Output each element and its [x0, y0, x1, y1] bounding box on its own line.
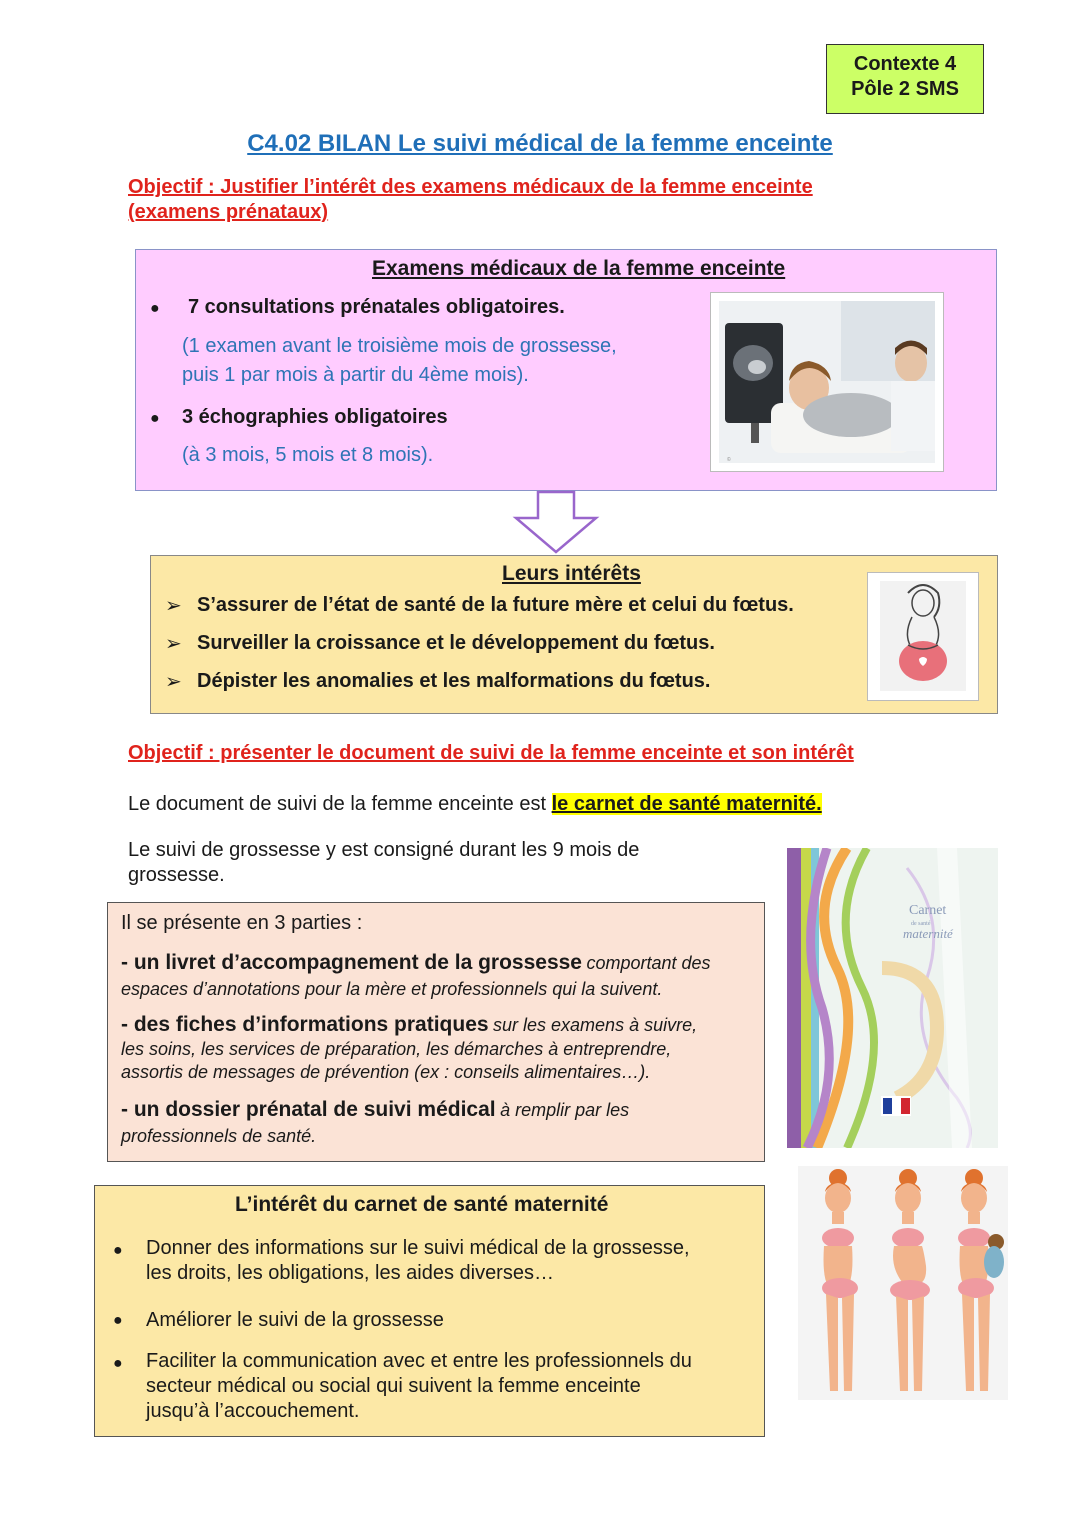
part-2-desc-2: les soins, les services de préparation, les démarches à entreprendre, — [121, 1039, 672, 1059]
svg-text:©: © — [727, 457, 731, 463]
bullet-dot-icon: ● — [150, 410, 160, 427]
part-2-desc-3: assortis de messages de prévention (ex : conseils alimentaires…). — [121, 1062, 651, 1082]
carnet-cover-image — [787, 848, 998, 1148]
parts-box — [107, 902, 765, 1162]
exam-item1-detail-line1: (1 examen avant le troisième mois de grossesse, — [182, 335, 617, 357]
exam-item1-detail-line2: puis 1 par mois à partir du 4ème mois). — [182, 364, 529, 386]
interest-item-3: Dépister les anomalies et les malformations du fœtus. — [197, 670, 711, 692]
woman-figure-2 — [890, 1169, 930, 1391]
interests-heading: Leurs intérêts — [502, 562, 641, 585]
interest-item-1: S’assurer de l’état de santé de la future mère et celui du fœtus. — [197, 594, 794, 616]
part-1 — [121, 951, 711, 1001]
bullet-dot-icon: ● — [150, 300, 160, 317]
carnet-cover-word: maternité — [903, 926, 953, 941]
interest-carnet-item-3-line3: jusqu’à l’accouchement. — [146, 1400, 360, 1422]
carnet-highlight: le carnet de santé maternité. — [551, 793, 822, 815]
arrow-bullet-icon: ➢ — [165, 595, 182, 617]
pregnant-woman-illustration — [867, 572, 979, 701]
part-1-desc-1: comportant des — [586, 953, 711, 973]
interests-box — [150, 555, 998, 714]
exam-item2-detail: (à 3 mois, 5 mois et 8 mois). — [182, 444, 434, 466]
document-sentence-prefix: Le document de suivi de la femme enceinte est — [128, 793, 547, 815]
interest-item-2: Surveiller la croissance et le développement du fœtus. — [197, 632, 715, 654]
pregnancy-stages-illustration — [798, 1166, 1008, 1400]
document-sentence — [128, 790, 822, 818]
interest-carnet-item-2: Améliorer le suivi de la grossesse — [146, 1309, 444, 1331]
parts-intro: Il se présente en 3 parties : — [121, 912, 363, 934]
interest-carnet-item-3-line2: secteur médical ou social qui suivent la femme enceinte — [146, 1375, 641, 1397]
part-2-title: - des fiches d’informations pratiques — [121, 1013, 489, 1036]
bullet-dot-icon: ● — [113, 1242, 123, 1259]
woman-figure-1 — [822, 1169, 858, 1391]
part-2-desc-1: sur les examens à suivre, — [493, 1015, 698, 1035]
context-line2: Pôle 2 SMS — [851, 78, 959, 100]
page-title: C4.02 BILAN Le suivi médical de la femme enceinte — [247, 130, 833, 157]
context-line1: Contexte 4 — [853, 53, 957, 75]
interest-carnet-heading: L’intérêt du carnet de santé maternité — [235, 1193, 609, 1216]
part-3-desc-1: à remplir par les — [500, 1100, 630, 1120]
exams-heading: Examens médicaux de la femme enceinte — [372, 257, 786, 280]
part-1-desc-2: espaces d’annotations pour la mère et professionnels qui la suivent. — [121, 979, 663, 999]
bullet-dot-icon: ● — [113, 1355, 123, 1372]
objective-1 — [128, 175, 813, 225]
context-box — [826, 44, 984, 114]
part-1-title: - un livret d’accompagnement de la grossesse — [121, 951, 582, 974]
part-2 — [121, 1013, 697, 1084]
part-3-title: - un dossier prénatal de suivi médical — [121, 1098, 496, 1121]
objective-1-line2: (examens prénataux) — [128, 201, 329, 223]
bullet-dot-icon: ● — [113, 1312, 123, 1329]
carnet-cover-sub: de santé — [911, 921, 931, 927]
document-followup — [128, 838, 639, 888]
objective-2: Objectif : présenter le document de suivi de la femme enceinte et son intérêt — [128, 742, 854, 764]
arrow-bullet-icon: ➢ — [165, 671, 182, 693]
down-arrow-icon — [512, 490, 602, 555]
ultrasound-photo — [710, 292, 944, 472]
interest-carnet-item-1-line2: les droits, les obligations, les aides diverses… — [146, 1262, 554, 1284]
document-followup-line2: grossesse. — [128, 864, 225, 886]
woman-figure-3 — [958, 1169, 1004, 1391]
part-3-desc-2: professionnels de santé. — [121, 1126, 317, 1146]
interest-carnet-item-3 — [146, 1349, 692, 1424]
arrow-bullet-icon: ➢ — [165, 633, 182, 655]
exams-box — [135, 249, 997, 491]
part-3 — [121, 1098, 629, 1148]
carnet-cover-title: Carnet — [909, 903, 947, 918]
interest-carnet-box — [94, 1185, 765, 1437]
exam-item2-title: 3 échographies obligatoires — [182, 406, 448, 428]
interest-carnet-item-1-line1: Donner des informations sur le suivi médical de la grossesse, — [146, 1237, 690, 1259]
document-followup-line1: Le suivi de grossesse y est consigné durant les 9 mois de — [128, 839, 640, 861]
interest-carnet-item-1 — [146, 1236, 690, 1286]
exam-item1-title: 7 consultations prénatales obligatoires. — [188, 296, 565, 318]
interest-carnet-item-3-line1: Faciliter la communication avec et entre les professionnels du — [146, 1350, 692, 1372]
objective-1-line1: Objectif : Justifier l’intérêt des examens médicaux de la femme enceinte — [128, 176, 813, 198]
